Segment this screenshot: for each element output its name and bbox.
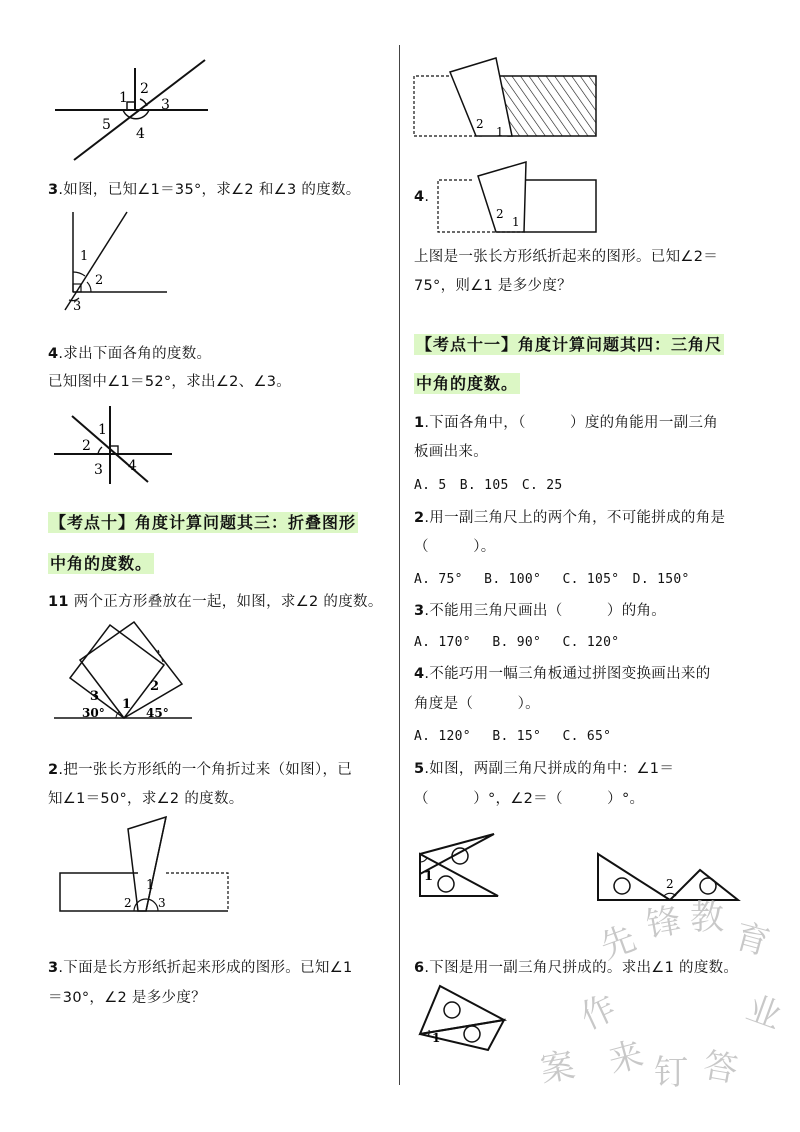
fig4-label-30: 30° xyxy=(82,706,105,720)
section-11-heading: 【考点十一】角度计算问题其四：三角尺 xyxy=(416,335,723,354)
section-10-heading: 【考点十】角度计算问题其三：折叠图形 xyxy=(50,513,357,532)
figure-intersecting-lines-3 xyxy=(52,402,182,487)
watermark-char-7: 来 xyxy=(604,1034,648,1082)
question-r1-options: A. 5 B. 105 C. 25 xyxy=(414,478,563,493)
fig1-label-4: 4 xyxy=(136,126,145,142)
fig1-label-2: 2 xyxy=(140,81,149,97)
watermark-char-2: 锋 xyxy=(643,900,684,946)
question-r1-line2: 板画出来。 xyxy=(414,444,488,460)
fig1-label-1: 1 xyxy=(119,90,128,106)
question-4a-line2: 已知图中∠1＝52°，求出∠2、∠3。 xyxy=(48,374,292,390)
figure-folded-rectangle xyxy=(436,160,606,238)
question-r3-options: A. 170° B. 90° C. 120° xyxy=(414,635,620,650)
question-3b-line2: ＝30°，∠2 是多少度？ xyxy=(48,990,206,1006)
fig1-label-5: 5 xyxy=(102,117,111,133)
fig7-label-2: 2 xyxy=(496,207,504,221)
section-10-heading-line2: 中角的度数。 xyxy=(50,554,153,573)
question-r3: 3.不能用三角尺画出（ ）的角。 xyxy=(414,603,667,619)
question-r2-line2: （ ）。 xyxy=(414,539,496,555)
watermark-char-5: 作 xyxy=(574,987,623,1038)
fig4-label-2: 2 xyxy=(150,679,160,694)
watermark-char-6: 业 xyxy=(740,988,787,1038)
figure-two-squares xyxy=(52,620,202,725)
watermark-char-9: 答 xyxy=(700,1045,741,1091)
question-r2: 2.用一副三角尺上的两个角，不可能拼成的角是 xyxy=(414,510,726,526)
question-r4-line2: 角度是（ ）。 xyxy=(414,696,540,712)
fig1-label-3: 3 xyxy=(161,97,170,113)
fig5-label-2: 2 xyxy=(124,896,132,910)
question-2b: 2.把一张长方形纸的一个角折过来（如图），已 xyxy=(48,762,353,778)
fig7-label-1: 1 xyxy=(512,215,520,229)
fig6-label-1: 1 xyxy=(496,125,504,139)
figure-set-squares-6 xyxy=(418,984,508,1054)
figure-set-squares-5a xyxy=(418,832,508,900)
fig2-label-2: 2 xyxy=(95,273,104,288)
watermark-char-8: 钉 xyxy=(654,1053,688,1093)
figure-intersecting-lines-1 xyxy=(50,58,220,168)
question-r1: 1.下面各角中，（ ）度的角能用一副三角 xyxy=(414,415,719,431)
question-2b-line2: 知∠1＝50°，求∠2 的度数。 xyxy=(48,791,244,807)
figure-folded-corner xyxy=(58,815,238,915)
fig3-label-2: 2 xyxy=(82,438,91,454)
fig9-label-2: 2 xyxy=(666,877,674,891)
watermark-char-10: 案 xyxy=(537,1045,578,1091)
fig3-label-1: 1 xyxy=(98,422,107,438)
fig3-label-4: 4 xyxy=(128,458,137,474)
question-4b-line2: 75°，则∠1 是多少度？ xyxy=(414,278,572,294)
question-3b: 3.下面是长方形纸折起来形成的图形。已知∠1 xyxy=(48,960,353,976)
fig8-label-1: 1 xyxy=(424,869,434,884)
question-4a: 4.求出下面各角的度数。 xyxy=(48,346,212,362)
watermark-char-4: 育 xyxy=(730,916,774,964)
fig10-label-1: 1 xyxy=(432,1031,441,1045)
question-r4: 4.不能巧用一幅三角板通过拼图变换画出来的 xyxy=(414,666,711,682)
question-11: 11 两个正方形叠放在一起，如图，求∠2 的度数。 xyxy=(48,594,383,610)
figure-angles-2 xyxy=(55,210,185,340)
fig4-label-3: 3 xyxy=(90,689,100,704)
watermark-char-1: 先 xyxy=(595,918,642,968)
fig2-label-3: 3 xyxy=(73,299,82,314)
question-4b-line1: 上图是一张长方形纸折起来的图形。已知∠2＝ xyxy=(414,249,719,265)
fig5-label-1: 1 xyxy=(146,878,155,893)
section-11-heading-line2: 中角的度数。 xyxy=(416,374,519,393)
fig4-label-1: 1 xyxy=(122,697,132,712)
fig2-label-1: 1 xyxy=(80,249,89,264)
question-r6: 6.下图是用一副三角尺拼成的。求出∠1 的度数。 xyxy=(414,960,739,976)
question-r2-options: A. 75° B. 100° C. 105° D. 150° xyxy=(414,572,690,587)
question-r4-options: A. 120° B. 15° C. 65° xyxy=(414,729,612,744)
fig4-label-45: 45° xyxy=(146,706,169,720)
fig5-label-3: 3 xyxy=(158,896,166,910)
question-r5: 5.如图，两副三角尺拼成的角中：∠1＝ xyxy=(414,761,675,777)
question-3a: 3.如图，已知∠1＝35°，求∠2 和∠3 的度数。 xyxy=(48,182,361,198)
column-divider xyxy=(399,45,400,1085)
fig6-label-2: 2 xyxy=(476,117,484,131)
question-r5-line2: （ ）°，∠2＝（ ）°。 xyxy=(414,791,645,807)
watermark-char-3: 教 xyxy=(690,898,724,938)
figure-folded-hatched xyxy=(412,56,602,146)
question-4b: 4. xyxy=(414,189,430,205)
fig3-label-3: 3 xyxy=(94,462,103,478)
